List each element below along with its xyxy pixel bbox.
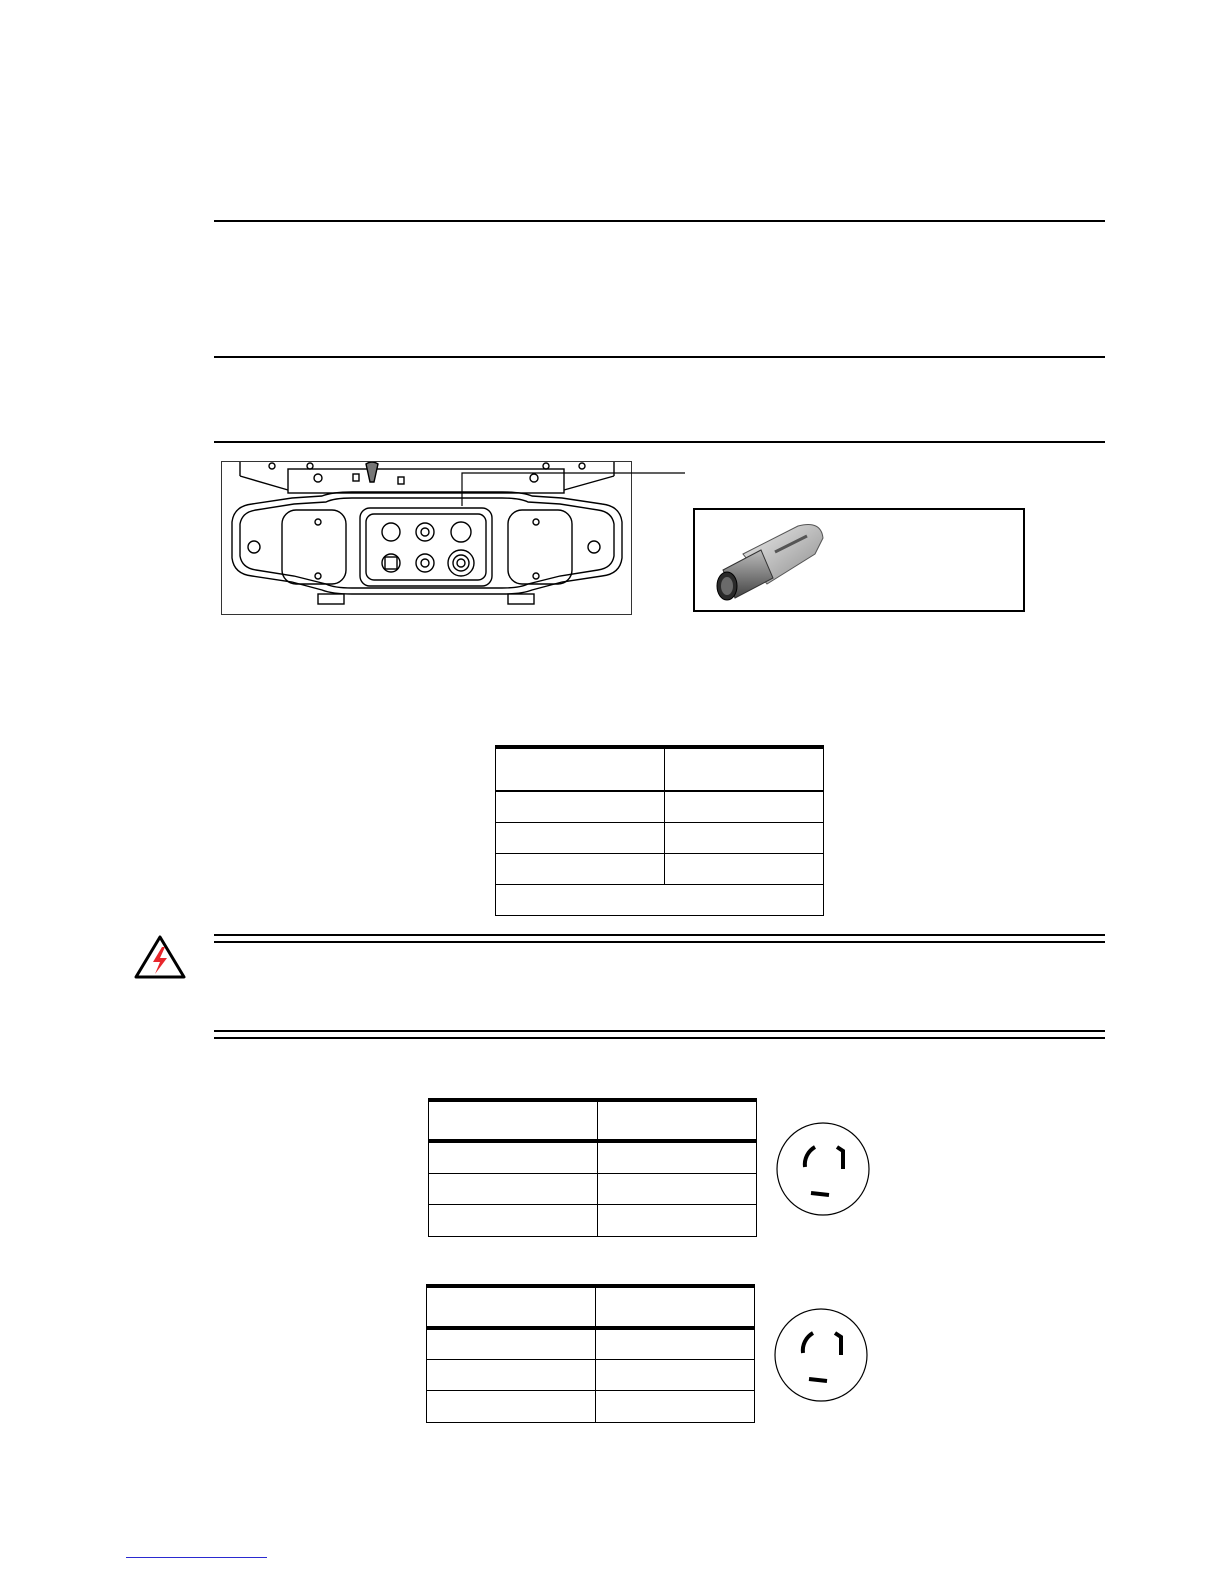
twist-lock-receptacle-icon [773,1307,869,1403]
warning-rule-bottom [214,1030,1105,1039]
section-rule-middle [214,356,1105,358]
footnote-rule [126,1557,267,1558]
callout-leader-line [450,470,690,510]
powercon-connector-inset [693,508,1025,612]
powercon-connector-photo [703,514,833,609]
section-rule-lower [214,441,1105,443]
warning-rule-top [214,934,1105,943]
section-rule-top [214,220,1105,222]
twist-lock-receptacle-icon [775,1121,871,1217]
high-voltage-warning-icon [133,934,187,980]
